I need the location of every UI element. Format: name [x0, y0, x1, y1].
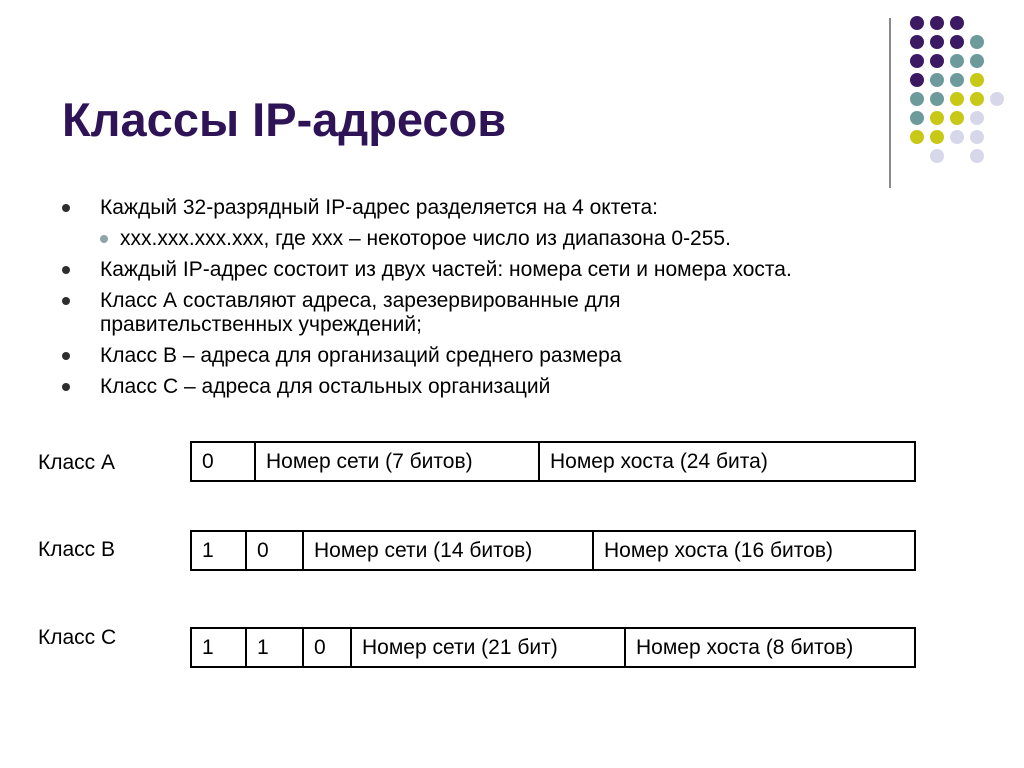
class-c-label: Класс С: [38, 626, 117, 649]
decor-dot: [950, 92, 964, 106]
decor-dot: [930, 130, 944, 144]
bullet-item: [62, 344, 962, 368]
class-a-label: Класс А: [38, 451, 116, 474]
class-a-host: Номер хоста (24 бита): [550, 449, 768, 473]
class-c-host: Номер хоста (8 битов): [636, 635, 854, 659]
class-a-structure: [190, 441, 916, 482]
decor-dot: [970, 73, 984, 87]
decor-dot: [950, 111, 964, 125]
decor-dot: [970, 35, 984, 49]
decor-dot: [950, 54, 964, 68]
decor-dot: [910, 35, 924, 49]
decorative-vertical-divider: [889, 18, 891, 188]
decor-dot: [950, 130, 964, 144]
decor-dot: [910, 54, 924, 68]
decor-dot: [930, 73, 944, 87]
decor-dot: [930, 54, 944, 68]
decor-dot: [970, 111, 984, 125]
decor-dot: [930, 35, 944, 49]
decor-dot: [950, 35, 964, 49]
decor-dot: [950, 16, 964, 30]
slide-title: Классы IP-адресов: [62, 93, 507, 146]
bullet-marker: [100, 235, 108, 243]
decor-dot: [910, 92, 924, 106]
bullet-item: [62, 196, 962, 220]
bullet-text: Класс С – адреса для остальных организаций: [100, 375, 551, 398]
class-c-network: Номер сети (21 бит): [352, 629, 626, 666]
decor-dot: [970, 149, 984, 163]
decor-dot: [910, 73, 924, 87]
bullet-marker: [62, 204, 70, 212]
bullet-item: [62, 258, 962, 282]
class-b-bit: 0: [247, 532, 304, 569]
decor-dot: [930, 92, 944, 106]
decor-dot: [910, 111, 924, 125]
bullet-text: Каждый IP-адрес состоит из двух частей: номера сети и номера хоста.: [100, 258, 792, 281]
bullet-marker: [62, 352, 70, 360]
bullet-marker: [62, 297, 70, 305]
bullet-text: Класс В – адреса для организаций среднего размера: [100, 344, 622, 367]
decor-dot: [930, 16, 944, 30]
decor-dot: [930, 149, 944, 163]
class-a-bit: 0: [192, 443, 256, 480]
decor-dot: [910, 130, 924, 144]
sub-bullet-item: [62, 227, 962, 251]
bullet-list: [62, 196, 962, 406]
bullet-item: [62, 375, 962, 399]
class-b-structure: [190, 530, 916, 571]
class-b-host: Номер хоста (16 битов): [604, 538, 833, 562]
decor-dot: [930, 111, 944, 125]
class-c-bit: 1: [192, 629, 247, 666]
class-c-bit: 0: [304, 629, 352, 666]
class-c-structure: [190, 627, 916, 668]
class-b-network: Номер сети (14 битов): [304, 532, 594, 569]
class-b-bit: 1: [192, 532, 247, 569]
decor-dot: [970, 92, 984, 106]
class-b-label: Класс В: [38, 538, 116, 561]
decor-dot: [970, 130, 984, 144]
bullet-text: Класс А составляют адреса, зарезервированные для правительственных учреждений;: [100, 289, 621, 336]
bullet-text: Каждый 32-разрядный IP-адрес разделяется на 4 октета:: [100, 196, 658, 219]
class-a-network: Номер сети (7 битов): [256, 443, 540, 480]
bullet-text: xxx.xxx.xxx.xxx, где xxx – некоторое число из диапазона 0-255.: [120, 227, 731, 250]
bullet-item: [62, 289, 750, 337]
decor-dot: [970, 54, 984, 68]
decor-dot: [910, 16, 924, 30]
bullet-marker: [62, 266, 70, 274]
class-c-bit: 1: [247, 629, 304, 666]
decor-dot: [950, 73, 964, 87]
decor-dot: [990, 92, 1004, 106]
bullet-marker: [62, 383, 70, 391]
